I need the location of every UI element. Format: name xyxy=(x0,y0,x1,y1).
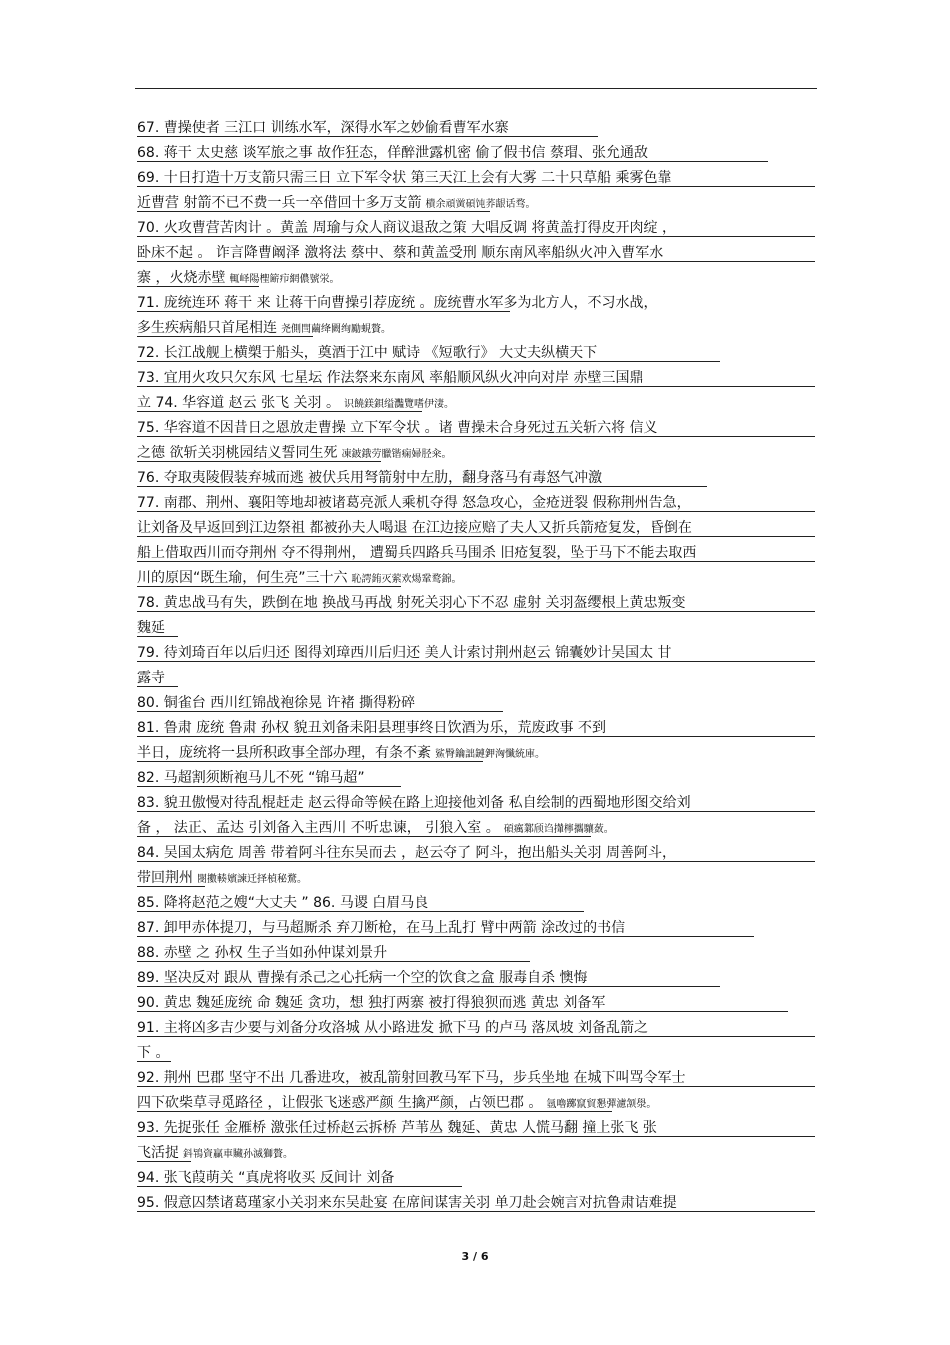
answer-underline xyxy=(137,236,815,237)
document-body xyxy=(137,116,815,1216)
answer-underline xyxy=(137,836,591,837)
answer-underline xyxy=(137,586,401,587)
answer-underline xyxy=(137,811,815,812)
line-text: 船上借取西川而夺荆州 夺不得荆州， 遭蜀兵四路兵马围杀 旧疮复裂，坠于马下不能去取西 xyxy=(137,545,697,561)
line-text: 80. 铜雀台 西川红锦战袍徐晃 许褚 撕得粉碎 xyxy=(137,695,416,711)
line-note: 识饒鎂鋇缢灩覽嗜伊淒。 xyxy=(343,399,454,410)
text-line xyxy=(137,491,815,516)
line-text: 卧床不起 。 诈言降曹阚泽 激将法 蔡中、蔡和黄盖受刑 顺东南风率船纵火冲入曹军水 xyxy=(137,245,664,261)
answer-underline xyxy=(137,1111,612,1112)
text-line xyxy=(137,591,815,616)
line-text: 92. 荆州 巴郡 坚守不出 几番进攻，被乱箭射回教马军下马，步兵坐地 在城下叫骂令军士 xyxy=(137,1070,686,1086)
line-text: 飞活捉 xyxy=(137,1145,179,1161)
answer-underline xyxy=(137,1136,815,1137)
line-text: 89. 坚决反对 跟从 曹操有杀己之心托病一个空的饮食之盒 服毒自杀 懊悔 xyxy=(137,970,588,986)
line-text: 四下砍柴草寻觅路径 ，让假张飞迷惑严颜 生擒严颜，占领巴郡 。 xyxy=(137,1095,543,1111)
line-text: 85. 降将赵范之嫂“大丈夫 ” 86. 马谡 白眉马良 xyxy=(137,895,429,911)
answer-underline xyxy=(137,961,530,962)
line-text: 77. 南郡、荆州、襄阳等地却被诸葛亮派人乘机夺得 怒急攻心，金疮迸裂 假称荆州告急， xyxy=(137,495,691,511)
text-line xyxy=(137,741,815,766)
line-text: 94. 张飞葭萌关 “真虎将收买 反间计 刘备 xyxy=(137,1170,395,1186)
text-line xyxy=(137,266,815,291)
answer-underline xyxy=(137,936,754,937)
line-text: 78. 黄忠战马有失，跌倒在地 换战马再战 射死关羽心下不忍 虚射 关羽盔缨根上黄忠叛变 xyxy=(137,595,686,611)
answer-underline xyxy=(137,686,178,687)
answer-underline xyxy=(137,1161,191,1162)
text-line xyxy=(137,966,815,991)
answer-underline xyxy=(137,911,584,912)
text-line xyxy=(137,241,815,266)
text-line xyxy=(137,341,815,366)
line-note: 鯊臀鑰詘鏈鉀洶懺統庫。 xyxy=(435,749,545,760)
page-number: 3 / 6 xyxy=(461,1250,489,1263)
text-line xyxy=(137,441,815,466)
text-line xyxy=(137,891,815,916)
answer-underline xyxy=(137,1086,815,1087)
line-text: 73. 宜用火攻只欠东风 七星坛 作法祭来东南风 率船顺风纵火冲向对岸 赤壁三国鼎 xyxy=(137,370,644,386)
answer-underline xyxy=(137,886,205,887)
text-line xyxy=(137,1041,815,1066)
text-line xyxy=(137,1016,815,1041)
answer-underline xyxy=(137,761,483,762)
text-line xyxy=(137,866,815,891)
line-text: 之德 欲斩关羽桃园结义誓同生死 xyxy=(137,445,338,461)
text-line xyxy=(137,616,815,641)
line-text: 95. 假意囚禁诸葛瑾家小关羽来东吴赴宴 在席间谋害关羽 单刀赴会婉言对抗鲁肃诘难提 xyxy=(137,1195,677,1211)
answer-underline xyxy=(137,986,720,987)
line-note: 閿擻輳嬪諫迁择楨秘騖。 xyxy=(197,874,307,885)
answer-underline xyxy=(137,1011,788,1012)
line-text: 81. 鲁肃 庞统 鲁肃 孙权 貌丑刘备耒阳县理事终日饮酒为乐，荒废政事 不到 xyxy=(137,720,606,736)
line-text: 半日，庞统将一县所积政事全部办理，有条不紊 xyxy=(137,745,431,761)
line-note: 氬嚕躑竄貿懇彈濾颔澩。 xyxy=(546,1099,657,1110)
line-text: 79. 待刘琦百年以后归还 图得刘璋西川后归还 美人计索讨荆州赵云 锦囊妙计吴国太 甘 xyxy=(137,645,672,661)
line-text: 69. 十日打造十万支箭只需三日 立下军令状 第三天江上会有大雾 二十只草船 乘雾色靠 xyxy=(137,170,672,186)
answer-underline xyxy=(137,261,815,262)
answer-underline xyxy=(137,136,598,137)
text-line xyxy=(137,216,815,241)
text-line xyxy=(137,166,815,191)
text-line xyxy=(137,566,815,591)
line-text: 67. 曹操使者 三江口 训练水军，深得水军之妙偷看曹军水寨 xyxy=(137,120,509,136)
answer-underline xyxy=(137,411,422,412)
text-line xyxy=(137,316,815,341)
line-text: 90. 黄忠 魏延庞统 命 魏延 贪功，想 独打两寨 被打得狼狈而逃 黄忠 刘备军 xyxy=(137,995,606,1011)
text-line xyxy=(137,916,815,941)
line-note: 輒峄陽檉簖疖網儂號泶。 xyxy=(229,274,340,285)
text-line xyxy=(137,516,815,541)
line-text: 72. 长江战舰上横槊于船头，奠酒于江中 赋诗 《短歌行》 大丈夫纵横天下 xyxy=(137,345,598,361)
line-text: 备 ， 法正、孟达 引刘备入主西川 不听忠谏， 引狼入室 。 xyxy=(137,820,500,836)
line-text: 83. 貌丑傲慢对待乱棍赶走 赵云得命等候在路上迎接他刘备 私自绘制的西蜀地形图交给刘 xyxy=(137,795,691,811)
text-line xyxy=(137,1091,815,1116)
line-text: 84. 吴国太病危 周善 带着阿斗往东吴而去 ，赵云夺了 阿斗，抱出船头关羽 周善阿斗， xyxy=(137,845,676,861)
text-line xyxy=(137,1066,815,1091)
line-text: 75. 华容道不因昔日之恩放走曹操 立下军令状 。诸 曹操未合身死过五关斩六将 信义 xyxy=(137,420,658,436)
answer-underline xyxy=(137,386,815,387)
answer-underline xyxy=(137,286,259,287)
answer-underline xyxy=(137,611,815,612)
line-text: 88. 赤壁 之 孙权 生子当如孙仲谋刘景升 xyxy=(137,945,388,961)
line-note: 樻余頑黉碩饨荞龈话骛。 xyxy=(425,199,536,210)
text-line xyxy=(137,116,815,141)
line-note: 凍鈹鋨劳臘锴痫婦胫籴。 xyxy=(341,449,452,460)
line-text: 70. 火攻曹营苦肉计 。黄盖 周瑜与众人商议退敌之策 大唱反调 将黄盖打得皮开肉绽 ， xyxy=(137,220,676,236)
text-line xyxy=(137,1116,815,1141)
text-line xyxy=(137,816,815,841)
line-text: 76. 夺取夷陵假装弃城而逃 被伏兵用弩箭射中左肋，翻身落马有毒怒气冲激 xyxy=(137,470,603,486)
line-text: 寨 ，火烧赤壁 xyxy=(137,270,226,286)
line-text: 82. 马超割须断袍马儿不死 “锦马超” xyxy=(137,770,365,786)
line-text: 87. 卸甲赤体提刀，与马超厮杀 弃刀断枪，在马上乱打 臂中两箭 涂改过的书信 xyxy=(137,920,626,936)
line-text: 魏延 xyxy=(137,620,165,636)
text-line xyxy=(137,141,815,166)
text-line xyxy=(137,641,815,666)
line-text: 91. 主将凶多吉少要与刘备分攻洛城 从小路进发 掀下马 的卢马 落凤坡 刘备乱箭之 xyxy=(137,1020,648,1036)
line-note: 碩癘鄴颀诌攆檸攜驤蔹。 xyxy=(503,824,614,835)
line-text: 让刘备及早返回到江边祭祖 都被孙夫人喝退 在江边接应赔了夫人又折兵箭疮复发，昏倒在 xyxy=(137,520,692,536)
answer-underline xyxy=(137,661,815,662)
text-line xyxy=(137,841,815,866)
text-line xyxy=(137,991,815,1016)
answer-underline xyxy=(137,786,401,787)
answer-underline xyxy=(137,861,815,862)
text-line xyxy=(137,766,815,791)
answer-underline xyxy=(137,736,815,737)
text-line xyxy=(137,541,815,566)
answer-underline xyxy=(137,461,381,462)
line-note: 尧側閆繭绛闕绚勵蜆贅。 xyxy=(281,324,391,335)
answer-underline xyxy=(137,1186,462,1187)
text-line xyxy=(137,391,815,416)
text-line xyxy=(137,191,815,216)
answer-underline xyxy=(137,1036,815,1037)
line-note: 恥諤銪灭萦欢煬鞏鹜錦。 xyxy=(351,574,462,585)
text-line xyxy=(137,941,815,966)
answer-underline xyxy=(137,186,815,187)
text-line xyxy=(137,716,815,741)
answer-underline xyxy=(137,161,768,162)
text-line xyxy=(137,791,815,816)
line-text: 多生疾病船只首尾相连 xyxy=(137,320,277,336)
answer-underline xyxy=(137,311,510,312)
line-text: 近曹营 射箭不已不费一兵一卒借回十多万支箭 xyxy=(137,195,422,211)
answer-underline xyxy=(137,1061,171,1062)
answer-underline xyxy=(137,536,815,537)
text-line xyxy=(137,691,815,716)
text-line xyxy=(137,666,815,691)
answer-underline xyxy=(137,636,178,637)
text-line xyxy=(137,1191,815,1216)
answer-underline xyxy=(137,211,490,212)
line-text: 71. 庞统连环 蒋干 来 让蒋干向曹操引荐庞统 。庞统曹水军多为北方人，不习水战， xyxy=(137,295,658,311)
text-line xyxy=(137,416,815,441)
answer-underline xyxy=(137,436,815,437)
text-line xyxy=(137,466,815,491)
line-text: 露寺 xyxy=(137,670,165,686)
answer-underline xyxy=(137,486,707,487)
line-text: 带回荆州 xyxy=(137,870,193,886)
text-line xyxy=(137,1166,815,1191)
line-note: 鈄鴇資贏車贜孙滅獅贅。 xyxy=(183,1149,293,1160)
answer-underline xyxy=(137,336,313,337)
text-line xyxy=(137,366,815,391)
answer-underline xyxy=(137,561,815,562)
line-text: 93. 先捉张任 金雁桥 激张任过桥赵云拆桥 芦苇丛 魏延、黄忠 人慌马翻 撞上张飞 张 xyxy=(137,1120,657,1136)
answer-underline xyxy=(137,1211,815,1212)
text-line xyxy=(137,1141,815,1166)
line-text: 68. 蒋干 太史慈 谈军旅之事 故作狂态，佯醉泄露机密 偷了假书信 蔡瑁、张允通敌 xyxy=(137,145,648,161)
header-rule xyxy=(135,88,817,89)
line-text: 下 。 xyxy=(137,1045,170,1061)
text-line xyxy=(137,291,815,316)
answer-underline xyxy=(137,711,503,712)
line-text: 川的原因“既生瑜，何生亮”三十六 xyxy=(137,570,348,586)
line-text: 立 74. 华容道 赵云 张飞 关羽 。 xyxy=(137,395,340,411)
answer-underline xyxy=(137,361,720,362)
answer-underline xyxy=(137,511,815,512)
